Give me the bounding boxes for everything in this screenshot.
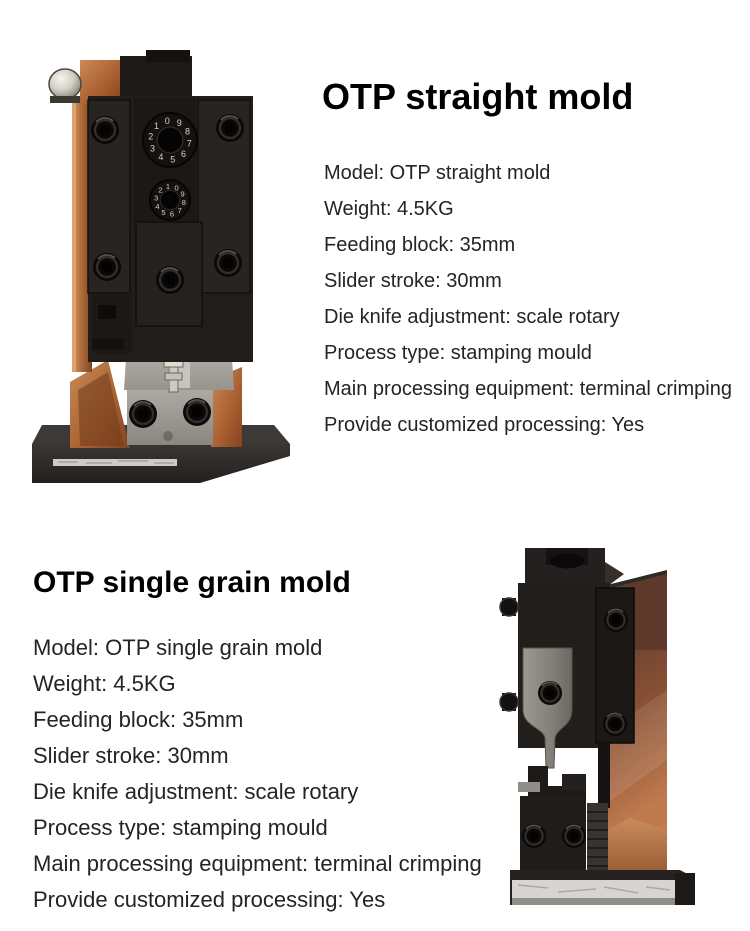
dial-digit: 1 [165, 181, 171, 191]
screw-icon [562, 824, 586, 848]
dial-digit: 7 [186, 138, 192, 149]
ribbed-column [587, 803, 608, 873]
dial-digit: 8 [184, 126, 191, 137]
machine-base [510, 870, 695, 905]
screw-icon [214, 249, 242, 277]
spec-list [33, 630, 482, 918]
head-bore-hole [550, 554, 584, 569]
top-hardware [49, 50, 192, 104]
screw-icon [603, 712, 627, 736]
ram-block [136, 222, 202, 326]
left-plate [88, 100, 130, 293]
straight-mold-photo [28, 50, 295, 483]
dome-nut-washer [50, 96, 80, 103]
base-bottom-edge [512, 898, 675, 905]
spec-line-equipment: Main processing equipment: terminal crimping [324, 378, 732, 400]
spec-line-weight: Weight: 4.5KG [324, 198, 454, 220]
dial-digit: 5 [170, 154, 176, 165]
screw-icon [522, 824, 546, 848]
die-block-hole [163, 431, 173, 441]
spec-line-feeding: Feeding block: 35mm [33, 707, 244, 732]
anvil-gray-step [518, 782, 540, 792]
spec-line-model: Model: OTP straight mold [324, 162, 551, 184]
dial-digit: 9 [176, 118, 182, 128]
bolt-icon [500, 598, 518, 616]
dial-digit: 9 [180, 189, 185, 199]
clamp-plate [596, 588, 634, 743]
spec-line-process: Process type: stamping mould [324, 342, 592, 364]
dome-nut [49, 69, 81, 99]
dial-digit: 3 [154, 193, 159, 203]
dial-digit: 4 [158, 152, 164, 163]
dial-digit: 8 [181, 198, 186, 208]
top-black-step [146, 50, 190, 62]
dial-digit: 6 [169, 209, 175, 219]
spec-line-process: Process type: stamping mould [33, 815, 328, 840]
single-grain-mold-illustration [458, 528, 703, 913]
copper-column-highlight [72, 100, 76, 372]
screw-icon [156, 266, 184, 294]
spec-line-stroke: Slider stroke: 30mm [33, 743, 229, 768]
screw-icon [538, 681, 562, 705]
product-title: OTP single grain mold [33, 566, 351, 599]
dial-digit: 0 [164, 116, 170, 126]
spec-line-feeding: Feeding block: 35mm [324, 234, 516, 256]
spec-line-custom: Provide customized processing: Yes [324, 414, 645, 436]
right-plate [198, 100, 250, 293]
dial-digit: 1 [153, 121, 160, 131]
dial-digit: 4 [155, 201, 160, 211]
dial-digit: 0 [174, 183, 179, 193]
straight-mold-illustration [28, 50, 295, 483]
feed-mechanism [92, 295, 132, 353]
bolt-icon [500, 693, 518, 711]
product-title: OTP straight mold [322, 76, 634, 117]
screw-icon [183, 398, 211, 426]
punch-blade [523, 648, 572, 768]
support-bar [598, 743, 610, 808]
spec-list [324, 155, 732, 443]
screw-icon [91, 116, 119, 144]
adjustment-dial-1 [143, 113, 197, 167]
spec-line-model: Model: OTP single grain mold [33, 635, 323, 660]
screw-icon [604, 608, 628, 632]
single-grain-mold-photo [458, 528, 703, 913]
die-block [127, 388, 213, 445]
spec-line-dieknife: Die knife adjustment: scale rotary [33, 779, 359, 804]
dial-digit: 2 [148, 131, 154, 142]
dial-digit: 5 [161, 208, 166, 218]
dial-digit: 3 [149, 143, 156, 154]
base-end-cap [675, 873, 695, 905]
spec-line-dieknife: Die knife adjustment: scale rotary [324, 306, 620, 328]
dial-digit: 2 [158, 185, 163, 195]
spec-line-custom: Provide customized processing: Yes [33, 887, 386, 912]
screw-icon [129, 400, 157, 428]
side-bolts [500, 598, 518, 711]
spec-line-weight: Weight: 4.5KG [33, 671, 176, 696]
dial-digit: 7 [177, 205, 182, 215]
lower-block [520, 796, 586, 874]
adjustment-dial-2 [150, 180, 190, 220]
spec-line-equipment: Main processing equipment: terminal crimping [33, 851, 482, 876]
screw-icon [216, 114, 244, 142]
spec-line-stroke: Slider stroke: 30mm [324, 270, 502, 292]
dial-digit: 6 [180, 149, 187, 159]
screw-icon [93, 253, 121, 281]
